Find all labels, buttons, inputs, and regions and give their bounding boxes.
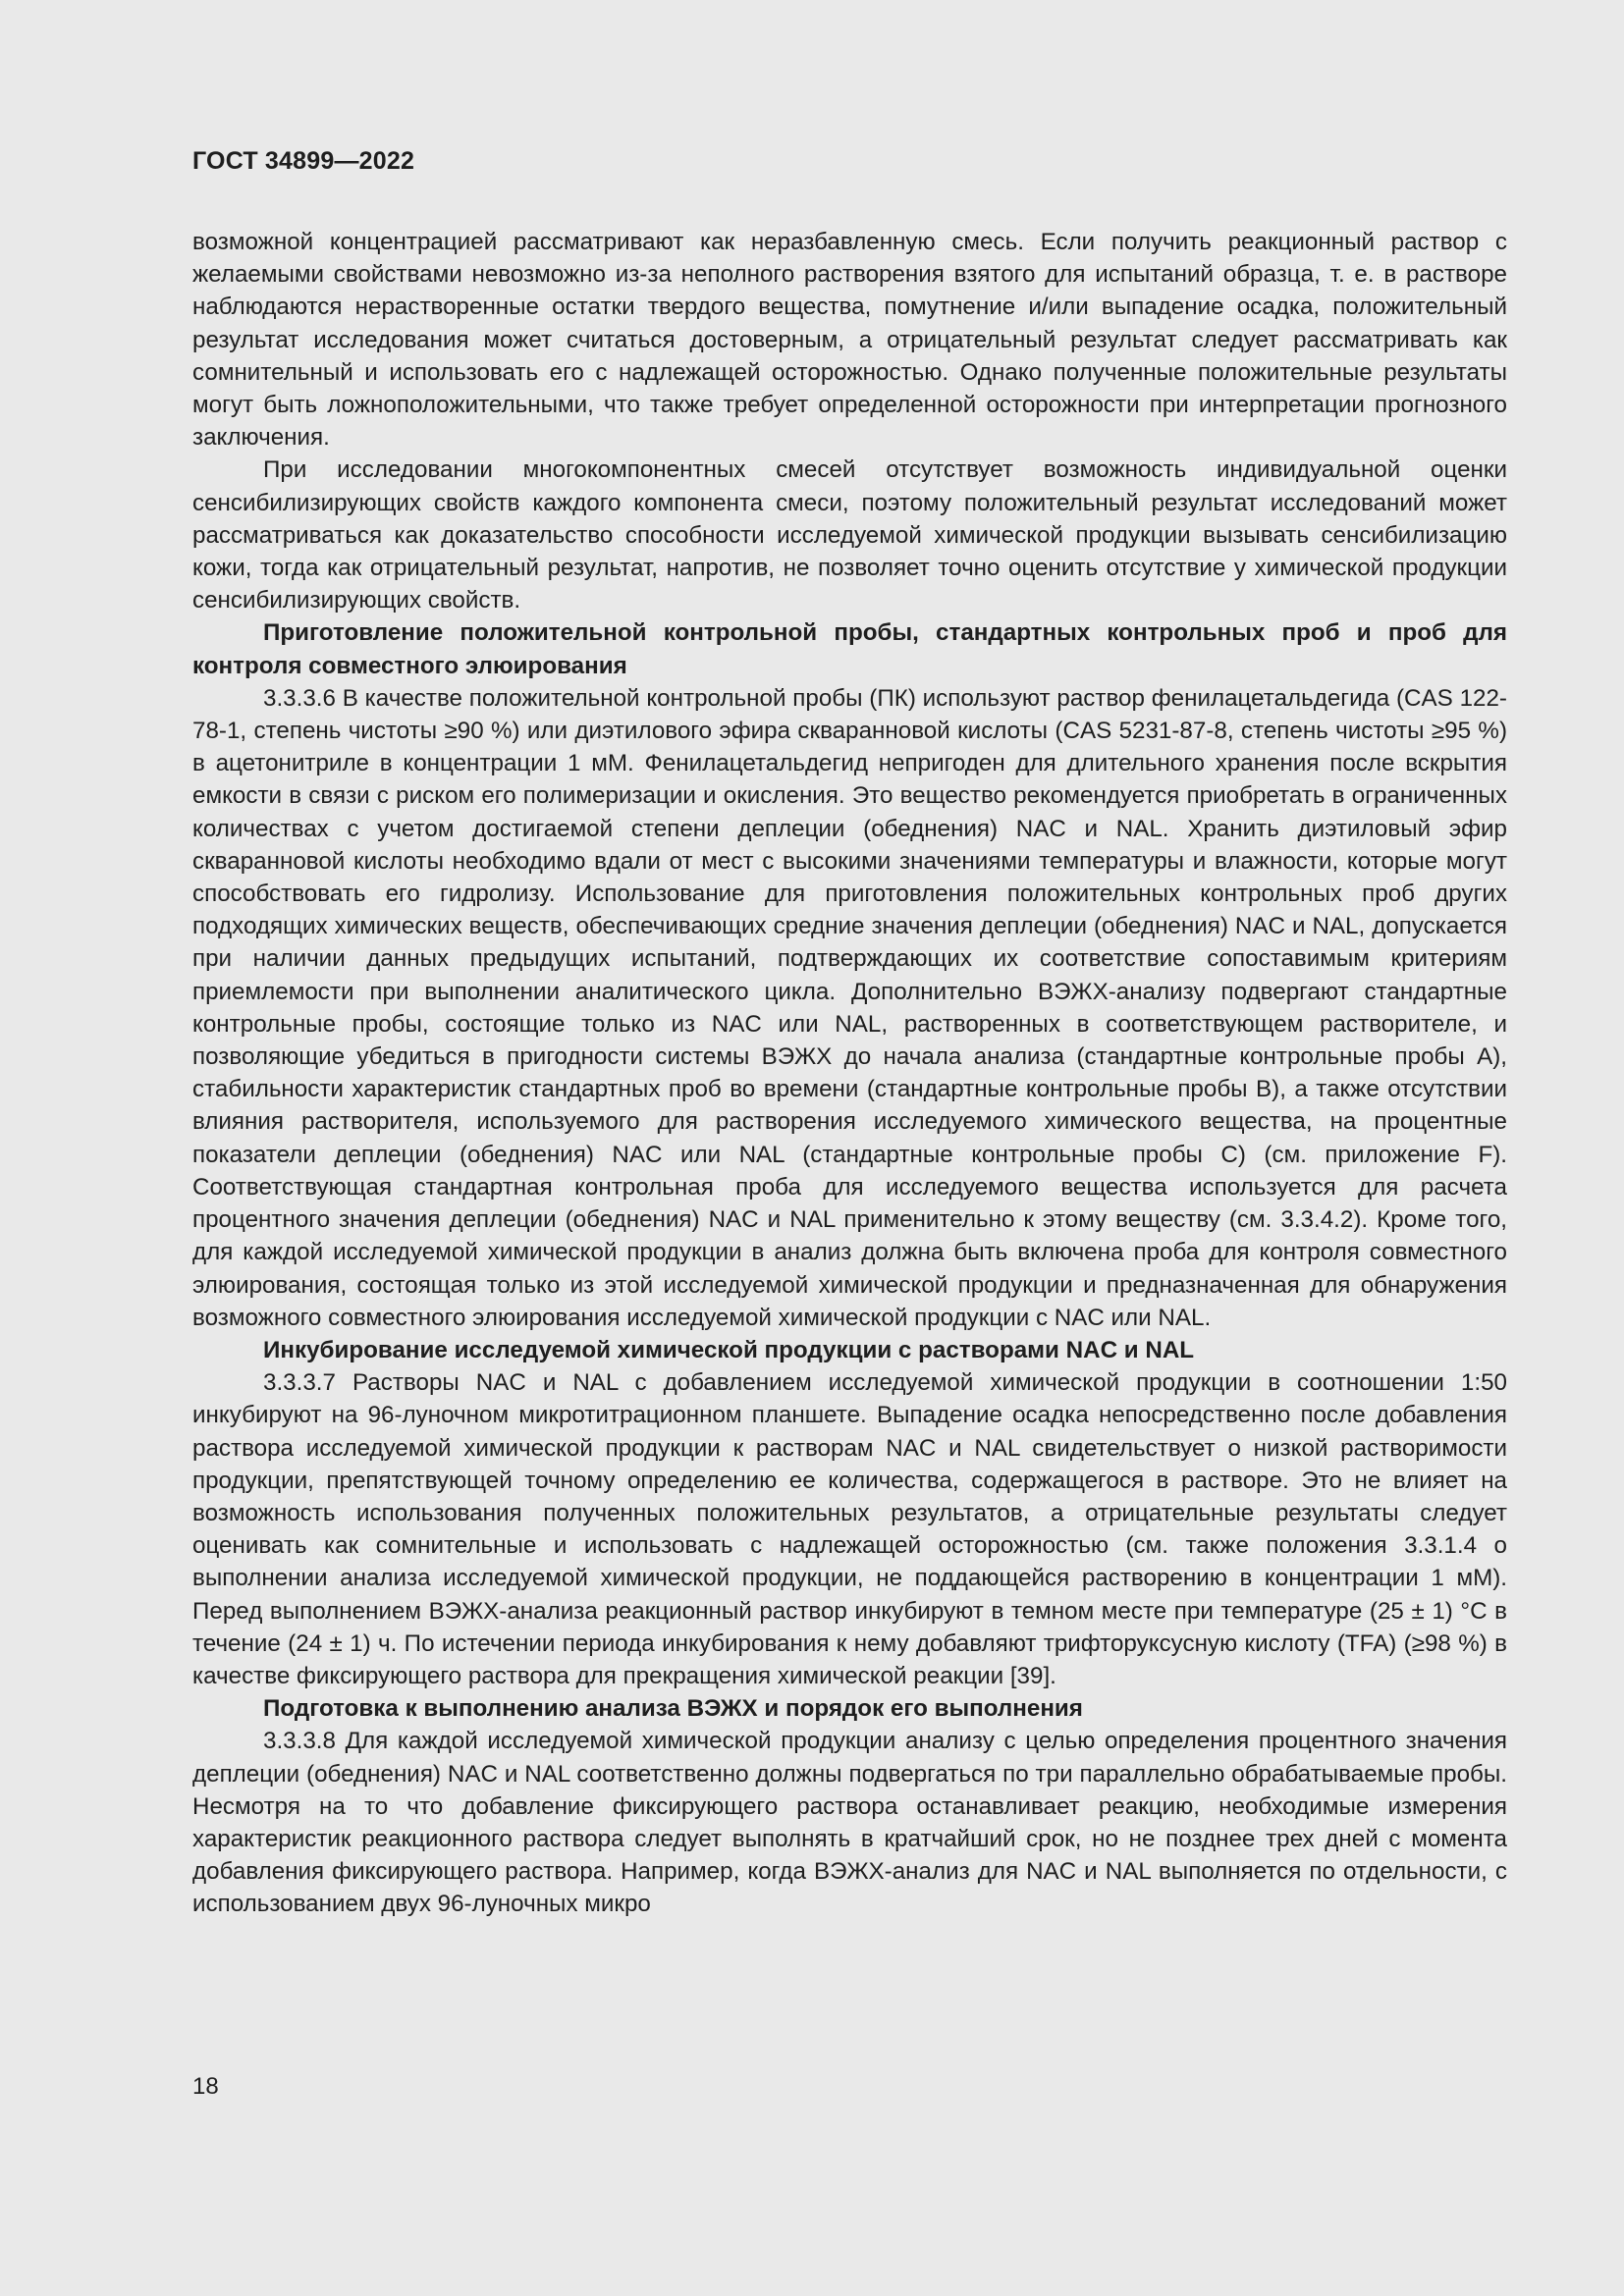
paragraph-continuation: возможной концентрацией рассматривают как неразбавленную смесь. Если получить реакционный раствор с желаемыми свойствами невозможно из-за неполного растворения взятого для испытаний образца, т. е. в растворе наблюдаются нерастворенные остатки твердого вещества, помутнение и/или выпадение осадка, положительный результат исследования может считаться достоверным, а отрицательный результат следует рассматривать как сомнительный и использовать его с надлежащей осторожностью. Однако полученные положительные результаты могут быть ложноположительными, что также требует определенной осторожности при интерпретации прогнозного заключения. bbox=[192, 229, 1507, 452]
page-number: 18 bbox=[192, 2073, 219, 2100]
section-heading-positive-control: Приготовление положительной контрольной пробы, стандартных контрольных проб и проб для контроля совместного элюирования bbox=[192, 619, 1507, 679]
document-header: ГОСТ 34899—2022 bbox=[192, 147, 415, 175]
document-body bbox=[192, 226, 1507, 1921]
section-heading-incubation: Инкубирование исследуемой химической продукции с растворами NAC и NAL bbox=[263, 1336, 1195, 1363]
paragraph-3-3-3-8: 3.3.3.8 Для каждой исследуемой химической продукции анализу с целью определения процентного значения деплеции (обеднения) NAC и NAL соответственно должны подвергаться по три параллельно обрабатываемые пробы. Несмотря на то что добавление фиксирующего раствора останавливает реакцию, необходимые измерения характеристик реакционного раствора следует выполнять в кратчайший срок, но не позднее трех дней с момента добавления фиксирующего раствора. Например, когда ВЭЖХ-анализ для NAC и NAL выполняется по отдельности, с использованием двух 96-луночных микро bbox=[192, 1728, 1507, 1918]
paragraph-multicomponent-mixtures: При исследовании многокомпонентных смесей отсутствует возможность индивидуальной оценки сенсибилизирующих свойств каждого компонента смеси, поэтому положительный результат исследований может рассматриваться как доказательство способности исследуемой химической продукции вызывать сенсибилизацию кожи, тогда как отрицательный результат, напротив, не позволяет точно оценить отсутствие у химической продукции сенсибилизирующих свойств. bbox=[192, 456, 1507, 614]
paragraph-3-3-3-6: 3.3.3.6 В качестве положительной контрольной пробы (ПК) используют раствор фенилацетальдегида (CAS 122-78-1, степень чистоты ≥90 %) или диэтилового эфира скваранновой кислоты (CAS 5231-87-8, степень чистоты ≥95 %) в ацетонитриле в концентрации 1 мМ. Фенилацетальдегид непригоден для длительного хранения после вскрытия емкости в связи с риском его полимеризации и окисления. Это вещество рекомендуется приобретать в ограниченных количествах с учетом достигаемой степени деплеции (обеднения) NAC и NAL. Хранить диэтиловый эфир скваранновой кислоты необходимо вдали от мест с высокими значениями температуры и влажности, которые могут способствовать его гидролизу. Использование для приготовления положительных контрольных проб других подходящих химических веществ, обеспечивающих средние значения деплеции (обеднения) NAC и NAL, допускается при наличии данных предыдущих испытаний, подтверждающих их соответствие сопоставимым критериям приемлемости при выполнении аналитического цикла. Дополнительно ВЭЖХ-анализу подвергают стандартные контрольные пробы, состоящие только из NAC или NAL, растворенных в соответствующем растворителе, и позволяющие убедиться в пригодности системы ВЭЖХ до начала анализа (стандартные контрольные пробы A), стабильности характеристик стандартных проб во времени (стандартные контрольные пробы B), а также отсутствии влияния растворителя, используемого для растворения исследуемого химического вещества, на процентные показатели деплеции (обеднения) NAC или NAL (стандартные контрольные пробы C) (см. приложение F). Соответствующая стандартная контрольная проба для исследуемого вещества используется для расчета процентного значения деплеции (обеднения) NAC и NAL применительно к этому веществу (см. 3.3.4.2). Кроме того, для каждой исследуемой химической продукции в анализ должна быть включена проба для контроля совместного элюирования, состоящая только из этой исследуемой химической продукции и предназначенная для обнаружения возможного совместного элюирования исследуемой химической продукции с NAC или NAL. bbox=[192, 684, 1507, 1331]
section-heading-hplc-preparation: Подготовка к выполнению анализа ВЭЖХ и порядок его выполнения bbox=[263, 1695, 1083, 1723]
paragraph-3-3-3-7: 3.3.3.7 Растворы NAC и NAL с добавлением исследуемой химической продукции в соотношении 1:50 инкубируют на 96-луночном микротитрационном планшете. Выпадение осадка непосредственно после добавления раствора исследуемой химической продукции к растворам NAC и NAL свидетельствует о низкой растворимости продукции, препятствующей точному определению ее количества, содержащегося в растворе. Это не влияет на возможность использования полученных положительных результатов, а отрицательные результаты следует оценивать как сомнительные и использовать с надлежащей осторожностью (см. также положения 3.3.1.4 о выполнении анализа исследуемой химической продукции, не поддающейся растворению в концентрации 1 мМ). Перед выполнением ВЭЖХ-анализа реакционный раствор инкубируют в темном месте при температуре (25 ± 1) °C в течение (24 ± 1) ч. По истечении периода инкубирования к нему добавляют трифторуксусную кислоту (TFA) (≥98 %) в качестве фиксирующего раствора для прекращения химической реакции [39]. bbox=[192, 1369, 1507, 1689]
